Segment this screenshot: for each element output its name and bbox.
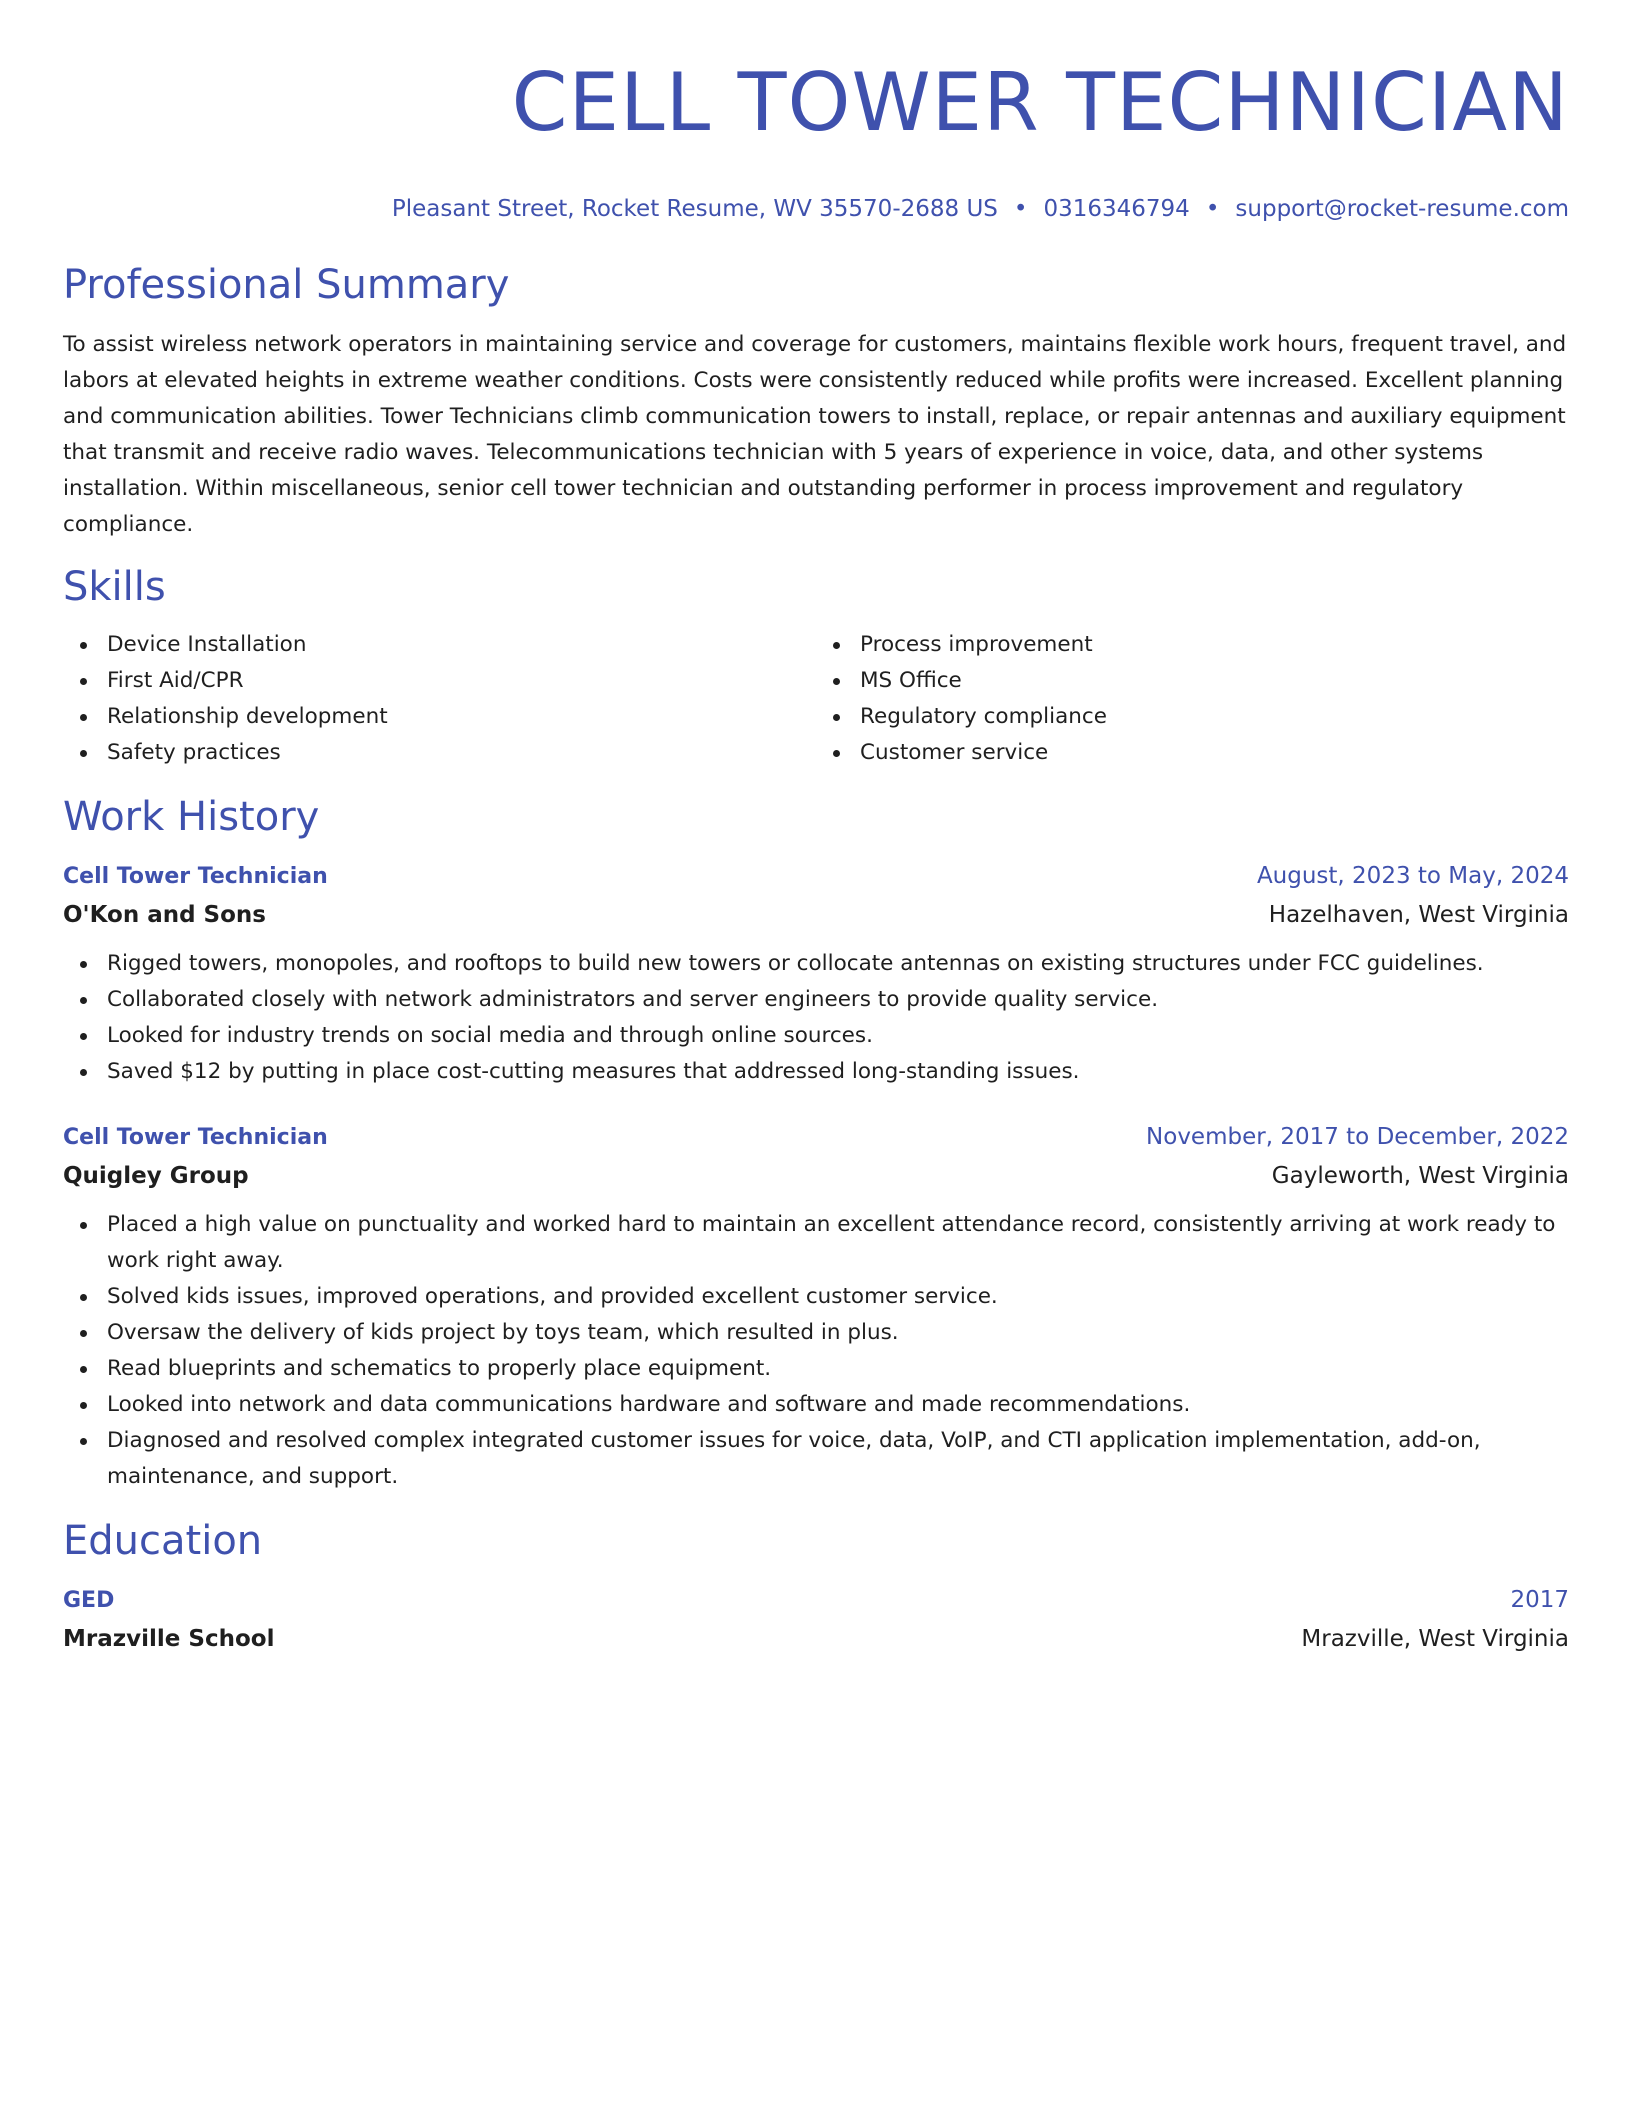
- job-bullets: [63, 946, 1569, 1090]
- education-year: 2017: [1510, 1587, 1569, 1613]
- job-bullet: Diagnosed and resolved complex integrated customer issues for voice, data, VoIP, and CTI application implementation, add-on, maintenance, and support.: [63, 1423, 1569, 1495]
- job-bullet: Solved kids issues, improved operations, and provided excellent customer service.: [63, 1279, 1569, 1315]
- work-history-heading: Work History: [63, 794, 320, 840]
- job-employer: [63, 1157, 1569, 1195]
- job-header: [63, 1118, 1569, 1157]
- skill-item: First Aid/CPR: [63, 663, 816, 699]
- skill-item: Process improvement: [816, 627, 1569, 663]
- job-title: Cell Tower Technician: [63, 864, 328, 889]
- company-name: Quigley Group: [63, 1163, 249, 1189]
- separator: •: [1205, 196, 1220, 222]
- skills-column-right: [816, 627, 1569, 771]
- summary-text: To assist wireless network operators in maintaining service and coverage for customers, maintains flexible work hours, frequent travel, and labors at elevated heights in extreme weather conditions. Costs were consistently reduced while profits were increased. Excellent planning and communication abilities. Tower Technicians climb communication towers to install, replace, or repair antennas and auxiliary equipment that transmit and receive radio waves. Telecommunications technician with 5 years of experience in voice, data, and other systems installation. Within miscellaneous, senior cell tower technician and outstanding performer in process improvement and regulatory compliance.: [63, 332, 1567, 537]
- job-entry: [63, 857, 1569, 1090]
- company-name: O'Kon and Sons: [63, 902, 266, 928]
- skills-heading: Skills: [63, 564, 166, 610]
- job-employer: [63, 896, 1569, 934]
- education-school-row: [63, 1620, 1569, 1658]
- skills-column-left: [63, 627, 816, 771]
- degree: GED: [63, 1588, 115, 1613]
- education-entry: [63, 1581, 1569, 1658]
- skill-item: Device Installation: [63, 627, 816, 663]
- skill-item: Relationship development: [63, 699, 816, 735]
- skill-item: Customer service: [816, 735, 1569, 771]
- job-entry: [63, 1118, 1569, 1495]
- job-bullet: Saved $12 by putting in place cost-cutting measures that addressed long-standing issues.: [63, 1054, 1569, 1090]
- skills-list: [63, 627, 1569, 771]
- skill-item: Regulatory compliance: [816, 699, 1569, 735]
- summary-heading: Professional Summary: [63, 262, 510, 308]
- job-header: [63, 857, 1569, 896]
- job-title: Cell Tower Technician: [63, 1125, 328, 1150]
- job-location: Hazelhaven, West Virginia: [1268, 902, 1569, 928]
- address: Pleasant Street, Rocket Resume, WV 35570-2688 US: [391, 196, 998, 222]
- job-bullet: Looked into network and data communications hardware and software and made recommendations.: [63, 1387, 1569, 1423]
- job-bullet: Oversaw the delivery of kids project by toys team, which resulted in plus.: [63, 1315, 1569, 1351]
- email: support@rocket-resume.com: [1235, 196, 1569, 222]
- job-bullet: Rigged towers, monopoles, and rooftops to build new towers or collocate antennas on existing structures under FCC guidelines.: [63, 946, 1569, 982]
- school-name: Mrazville School: [63, 1626, 275, 1652]
- job-bullet: Placed a high value on punctuality and worked hard to maintain an excellent attendance record, consistently arriving at work ready to work right away.: [63, 1207, 1569, 1279]
- separator: •: [1013, 196, 1028, 222]
- education-heading: Education: [63, 1518, 263, 1564]
- job-dates: August, 2023 to May, 2024: [1256, 863, 1569, 889]
- job-location: Gayleworth, West Virginia: [1271, 1163, 1569, 1189]
- job-bullets: [63, 1207, 1569, 1495]
- school-location: Mrazville, West Virginia: [1301, 1626, 1569, 1652]
- resume-title: CELL TOWER TECHNICIAN: [511, 56, 1569, 149]
- skill-item: MS Office: [816, 663, 1569, 699]
- job-bullet: Read blueprints and schematics to properly place equipment.: [63, 1351, 1569, 1387]
- job-bullet: Looked for industry trends on social media and through online sources.: [63, 1018, 1569, 1054]
- skill-item: Safety practices: [63, 735, 816, 771]
- education-header: [63, 1581, 1569, 1620]
- job-dates: November, 2017 to December, 2022: [1146, 1124, 1569, 1150]
- job-bullet: Collaborated closely with network administrators and server engineers to provide quality service.: [63, 982, 1569, 1018]
- contact-line: [63, 195, 1569, 223]
- phone: 0316346794: [1043, 196, 1190, 222]
